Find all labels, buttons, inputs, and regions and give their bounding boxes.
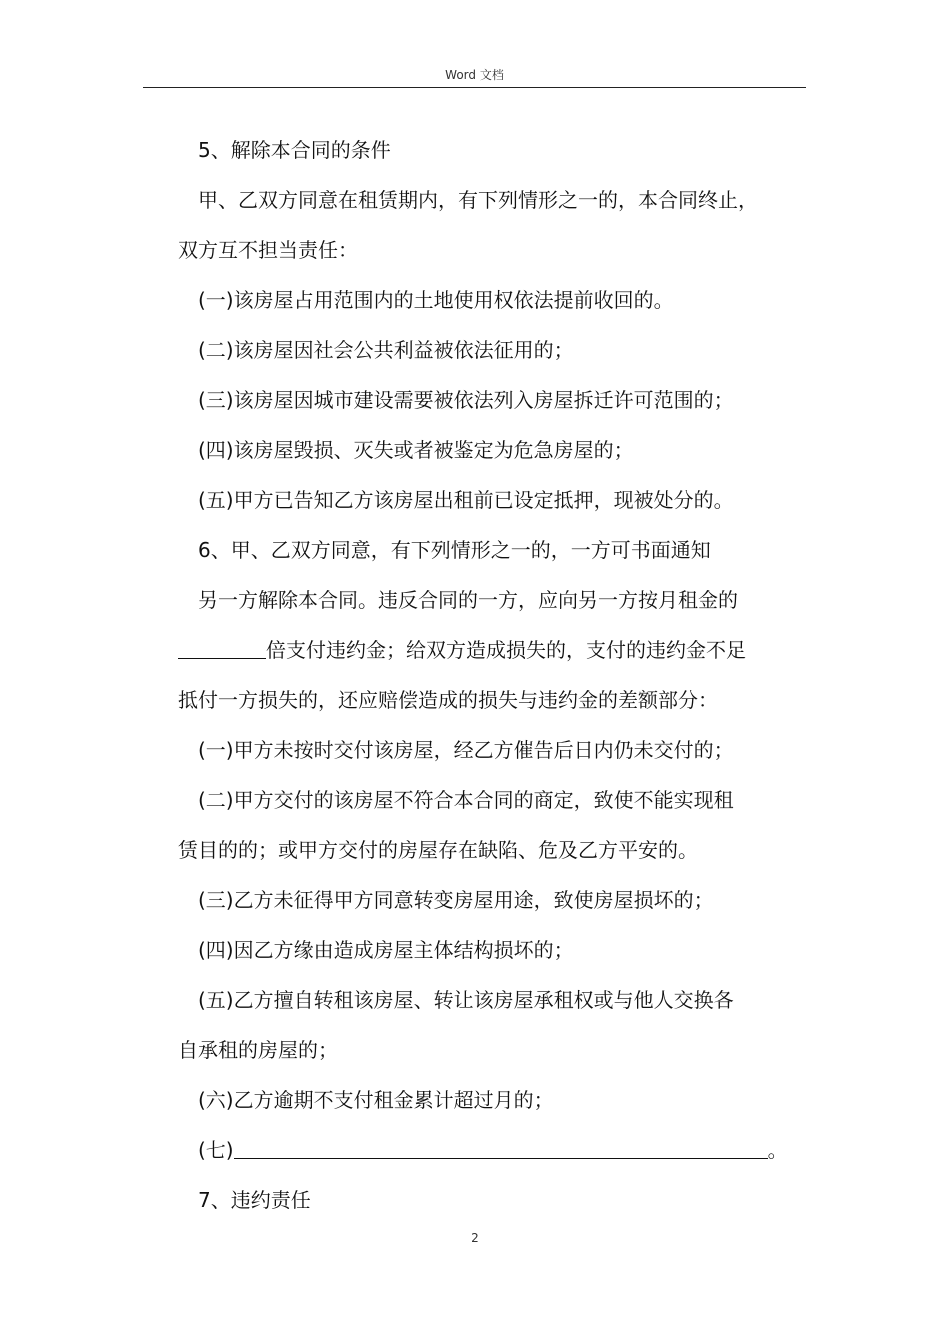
clause-item: (二)该房屋因社会公共利益被依法征用的；	[198, 338, 574, 362]
fill-in-blank	[234, 1138, 768, 1159]
paragraph-line: 另一方解除本合同。违反合同的一方，应向另一方按月租金的	[198, 588, 738, 612]
paragraph-line: 抵付一方损失的，还应赔偿造成的损失与违约金的差额部分：	[178, 688, 718, 712]
clause-item: (一)甲方未按时交付该房屋，经乙方催告后日内仍未交付的；	[198, 738, 734, 762]
clause-item: (五)乙方擅自转租该房屋、转让该房屋承租权或与他人交换各	[198, 988, 734, 1012]
paragraph-line	[178, 636, 746, 664]
clause-item: (六)乙方逾期不支付租金累计超过月的；	[198, 1088, 554, 1112]
clause-end-mark: 。	[767, 1138, 788, 1162]
paragraph-line: 双方互不担当责任：	[178, 238, 358, 262]
clause-item: (一)该房屋占用范围内的土地使用权依法提前收回的。	[198, 288, 674, 312]
section-7-heading: 7、违约责任	[198, 1188, 311, 1212]
paragraph-line: 赁目的的；或甲方交付的房屋存在缺陷、危及乙方平安的。	[178, 838, 698, 862]
section-5-heading: 5、解除本合同的条件	[198, 138, 391, 162]
clause-item: (二)甲方交付的该房屋不符合本合同的商定，致使不能实现租	[198, 788, 734, 812]
paragraph-line: 自承租的房屋的；	[178, 1038, 338, 1062]
fill-in-blank	[178, 638, 266, 659]
clause-item	[198, 1136, 788, 1164]
clause-label: (七)	[198, 1138, 234, 1162]
clause-item: (五)甲方已告知乙方该房屋出租前已设定抵押，现被处分的。	[198, 488, 734, 512]
page-header: Word 文档	[445, 68, 504, 82]
clause-item: (四)该房屋毁损、灭失或者被鉴定为危急房屋的；	[198, 438, 634, 462]
paragraph-line: 甲、乙双方同意在租赁期内，有下列情形之一的，本合同终止，	[198, 188, 758, 212]
section-6-heading: 6、甲、乙双方同意，有下列情形之一的，一方可书面通知	[198, 538, 711, 562]
paragraph-text: 倍支付违约金；给双方造成损失的，支付的违约金不足	[266, 638, 746, 662]
page-number: 2	[471, 1231, 479, 1245]
clause-item: (三)该房屋因城市建设需要被依法列入房屋拆迁许可范围的；	[198, 388, 734, 412]
clause-item: (三)乙方未征得甲方同意转变房屋用途，致使房屋损坏的；	[198, 888, 714, 912]
clause-item: (四)因乙方缘由造成房屋主体结构损坏的；	[198, 938, 574, 962]
